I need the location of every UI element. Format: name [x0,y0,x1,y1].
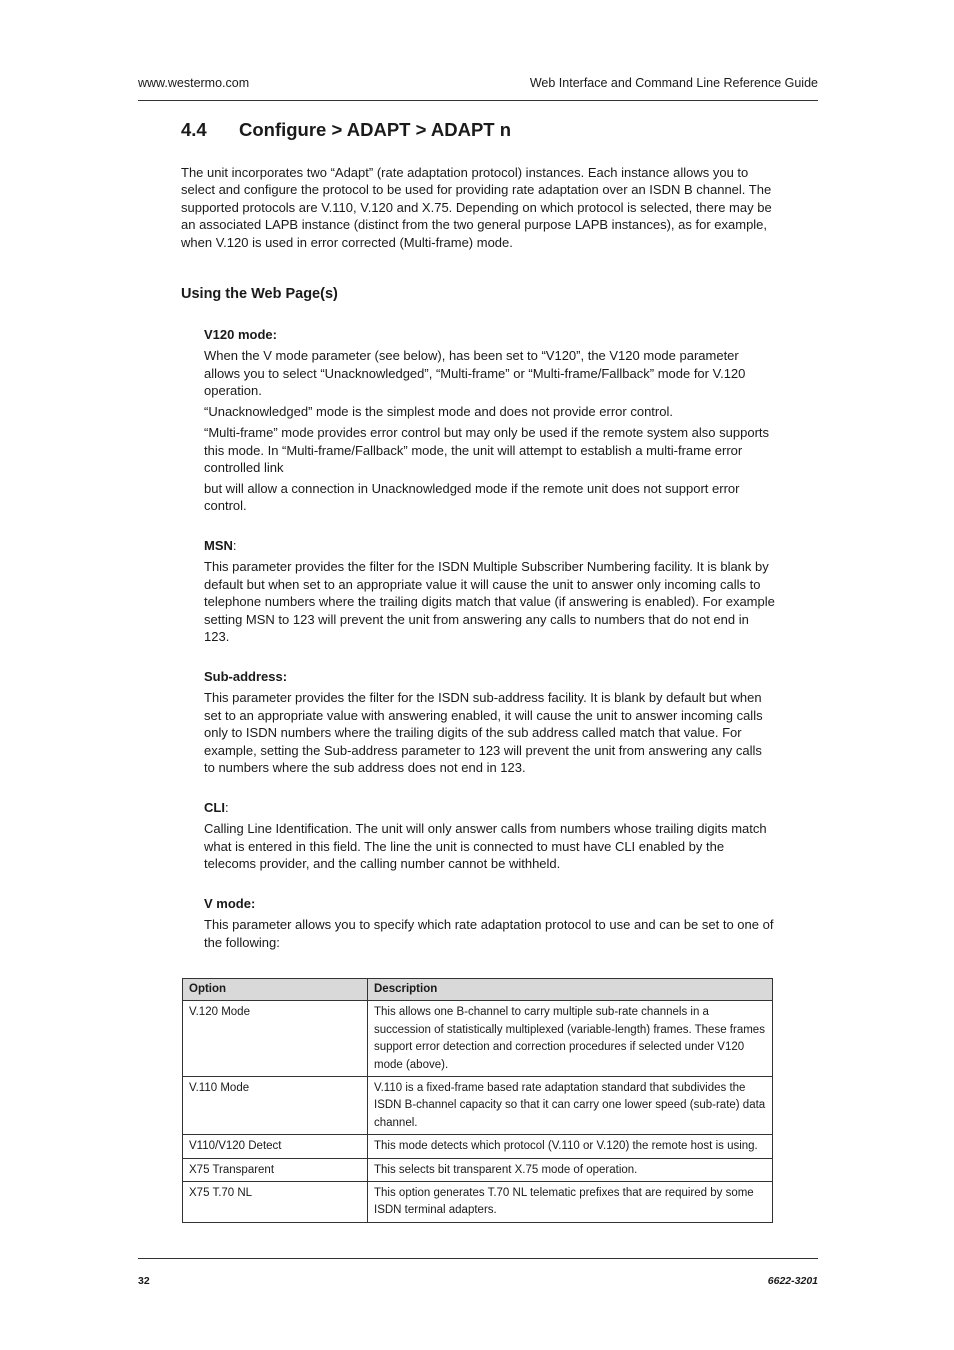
page-footer [138,1258,818,1289]
table-row [183,1135,773,1158]
v120-paragraph-3: “Multi-frame” mode provides error control but may only be used if the remote system also supports this mode. In “Multi-frame/Fallback” mode, the unit will attempt to establish a multi-frame error controlled link [204,425,770,476]
sub-address-description: This parameter provides the filter for the ISDN sub-address facility. It is blank by default but when set to an appropriate value with answering enabled, it will cause the unit to answer incoming calls only to ISDN numbers where the trailing digits of the sub address called match that value. For example, setting the Sub-address parameter to 123 will prevent the unit from answering any calls to numbers where the sub address does not end in 123. [204,690,763,776]
header-site: www.westermo.com [138,76,250,90]
sub-address-label: Sub-address: [204,669,288,684]
msn-label [204,537,776,554]
sub-address-section [204,668,776,780]
description-cell: This option generates T.70 NL telematic prefixes that are required by some ISDN terminal adapters. [368,1182,773,1223]
cli-description: Calling Line Identification. The unit will only answer calls from numbers whose trailing digits match what is entered in this field. The line the unit is connected to must have CLI enabled by the telecoms provider, and the calling number cannot be withheld. [204,821,767,872]
document-number: 6622-3201 [767,1275,818,1287]
section-number: 4.4 [181,119,207,140]
msn-label-text: MSN [204,538,233,553]
page-number: 32 [138,1275,150,1287]
option-cell: V.110 Mode [183,1077,368,1135]
cli-label-colon: : [224,800,229,815]
page-header [138,76,818,101]
cli-label-text: CLI [204,800,225,815]
v120-paragraph-4: but will allow a connection in Unacknowledged mode if the remote unit does not support error control. [204,481,740,514]
header-guide-title: Web Interface and Command Line Reference Guide [529,76,818,90]
description-cell: This mode detects which protocol (V.110 or V.120) the remote host is using. [368,1135,773,1158]
cli-section [204,799,776,876]
v-mode-label: V mode: [204,896,256,911]
v-mode-section [204,895,776,955]
column-header-option: Option [183,979,368,1001]
table-row [183,1077,773,1135]
v120-mode-section [204,326,776,518]
msn-description: This parameter provides the filter for the ISDN Multiple Subscriber Numbering facility. It is blank by default but when set to an appropriate value it will cause the unit to answer only incoming calls to telephone numbers where the trailing digits match that value (if answering is enabled). For example setting MSN to 123 will prevent the unit from answering any calls to numbers that do not end in 123. [204,559,775,645]
v-mode-description: This parameter allows you to specify which rate adaptation protocol to use and can be set to one of the following: [204,917,774,950]
option-cell: V.120 Mode [183,1001,368,1077]
table-header-row [183,979,773,1001]
option-cell: X75 T.70 NL [183,1182,368,1223]
v120-paragraph-1: When the V mode parameter (see below), has been set to “V120”, the V120 mode parameter allows you to select “Unacknowledged”, “Multi-frame” or “Multi-frame/Fallback” mode for V.120 operation. [204,348,746,399]
column-header-description: Description [368,979,773,1001]
v120-paragraph-2: “Unacknowledged” mode is the simplest mode and does not provide error control. [204,404,673,420]
msn-label-colon: : [232,538,237,553]
intro-paragraph: The unit incorporates two “Adapt” (rate adaptation protocol) instances. Each instance allows you to select and configure the protocol to be used for providing rate adaptation over an ISDN B channel. The supported protocols are V.110, V.120 and X.75. Depending on which protocol is selected, there may be an associated LAPB instance (distinct from the two general purpose LAPB instances), as for example, when V.120 is used in error corrected (Multi-frame) mode. [181,165,772,250]
section-title [181,119,511,141]
description-cell: V.110 is a fixed-frame based rate adaptation standard that subdivides the ISDN B-channel capacity so that it can carry one lower speed (sub-rate) data channel. [368,1077,773,1135]
option-cell: V110/V120 Detect [183,1135,368,1158]
cli-label [204,799,776,816]
table-row [183,1182,773,1223]
msn-section [204,537,776,649]
v120-mode-label: V120 mode: [204,327,277,342]
table-row [183,1158,773,1181]
v-mode-options-table [182,978,773,1223]
description-cell: This selects bit transparent X.75 mode of operation. [368,1158,773,1181]
section-name: Configure > ADAPT > ADAPT n [239,119,512,140]
option-cell: X75 Transparent [183,1158,368,1181]
table-row [183,1001,773,1077]
subheading-web-pages: Using the Web Page(s) [181,286,338,302]
description-cell: This allows one B-channel to carry multiple sub-rate channels in a succession of statistically multiplexed (variable-length) frames. These frames support error detection and correction procedures if selected under V120 mode (above). [368,1001,773,1077]
